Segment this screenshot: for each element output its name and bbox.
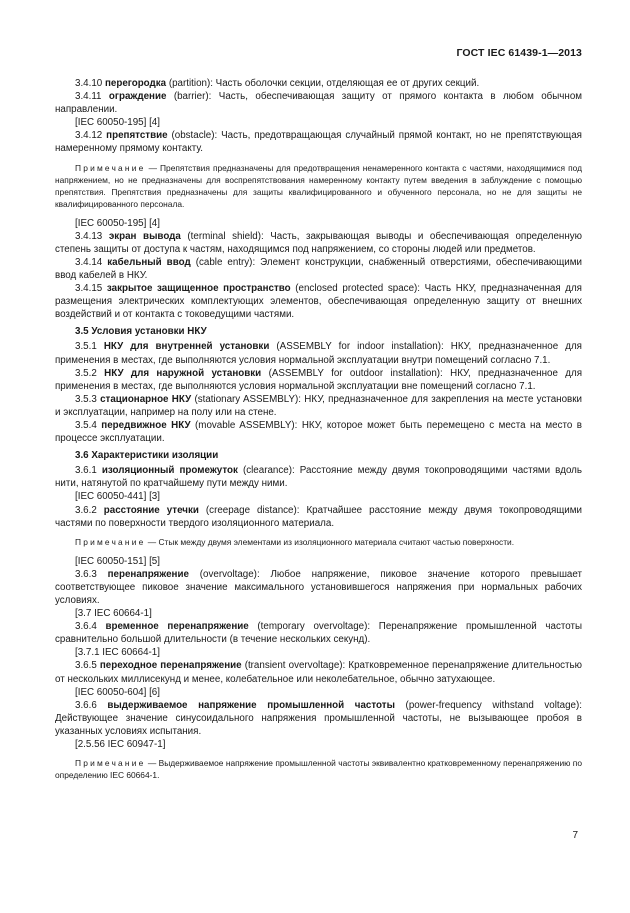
reference: [IEC 60050-195] [4] <box>75 117 160 129</box>
reference: [IEC 60050-604] [6] <box>75 686 160 698</box>
definition-3-4-14: 3.4.14 кабельный ввод (cable entry): Элемент конструкции, снабженный отверстиями, обеспечивающими ввод кабелей в НКУ. <box>55 256 582 281</box>
section-heading-3-6: 3.6 Характеристики изоляции <box>75 450 219 462</box>
definition-3-6-2: 3.6.2 расстояние утечки (creepage distance): Кратчайшее расстояние между двумя токопроводящими частями по поверхности твердого изоляционного материала. <box>55 504 582 529</box>
definition-3-4-15: 3.4.15 закрытое защищенное пространство (enclosed protected space): Часть НКУ, предназначенная для размещения электрических комплектующих элементов, обеспечивающая определенную защиту от внешних воздействий и от контакта с токоведущими частями. <box>55 283 582 321</box>
definition-3-5-2: 3.5.2 НКУ для наружной установки (ASSEMBLY for outdoor installation): НКУ, предназначенное для применения в местах, где выполняются условия нормальной эксплуатации вне помещений согласно 7.1. <box>55 367 582 392</box>
definition-3-6-4: 3.6.4 временное перенапряжение (temporary overvoltage): Перенапряжение промышленной частоты сравнительно большой длительности (в течение нескольких секунд). <box>55 621 582 646</box>
section-heading-3-5: 3.5 Условия установки НКУ <box>75 326 207 338</box>
reference: [IEC 60050-441] [3] <box>75 491 160 503</box>
definition-3-6-6: 3.6.6 выдерживаемое напряжение промышленной частоты (power-frequency withstand voltage): Действующее значение синусоидального напряжения промышленной частоты, не вызывающее пробоя в указанных условиях испытания. <box>55 699 582 737</box>
page-number: 7 <box>572 830 578 841</box>
reference: [IEC 60050-195] [4] <box>75 217 160 229</box>
definition-3-6-1: 3.6.1 изоляционный промежуток (clearance): Расстояние между двумя токопроводящими частями вдоль нити, натянутой по кратчайшему пути между ними. <box>55 465 583 490</box>
definition-3-4-12: 3.4.12 препятствие (obstacle): Часть, предотвращающая случайный прямой контакт, но не препятствующая намеренному прямому контакту. <box>55 130 582 155</box>
definition-3-6-3: 3.6.3 перенапряжение (overvoltage): Любое напряжение, пиковое значение которого превышает соответствующее пиковое значение максимального установившегося напряжения при нормальных рабочих условиях. <box>55 568 582 606</box>
reference: [3.7.1 IEC 60664-1] <box>75 647 160 659</box>
note: Примечание — Выдерживаемое напряжение промышленной частоты эквивалентно кратковременному перенапряжению по определению IEC 60664-1. <box>55 758 582 781</box>
document-header: ГОСТ IEC 61439-1—2013 <box>456 47 582 59</box>
definition-3-5-1: 3.5.1 НКУ для внутренней установки (ASSEMBLY for indoor installation): НКУ, предназначенное для применения в местах, где выполняются условия нормальной эксплуатации внутри помещений согласно 7.1. <box>55 341 582 366</box>
note: Примечание — Стык между двумя элементами из изоляционного материала считают частью поверхности. <box>75 536 515 547</box>
definition-3-4-11: 3.4.11 ограждение (barrier): Часть, обеспечивающая защиту от прямого контакта в любом обычном направлении. <box>55 91 583 116</box>
definition-3-6-5: 3.6.5 переходное перенапряжение (transient overvoltage): Кратковременное перенапряжение длительностью от нескольких миллисекунд и менее, колебательное или неколебательное, обычно затухающее. <box>55 660 582 685</box>
reference: [IEC 60050-151] [5] <box>75 555 160 567</box>
document-body <box>55 77 582 788</box>
reference: [2.5.56 IEC 60947-1] <box>75 739 166 751</box>
definition-3-5-4: 3.5.4 передвижное НКУ (movable ASSEMBLY): НКУ, которое может быть перемещено с места на место в процессе эксплуатации. <box>55 419 582 445</box>
definition-3-4-13: 3.4.13 экран вывода (terminal shield): Часть, закрывающая выводы и обеспечивающая определенную степень защиты от доступа к частям, находящимся под напряжением, со стороны людей или предметов. <box>55 230 582 255</box>
reference: [3.7 IEC 60664-1] <box>75 608 152 620</box>
note: Примечание — Препятствия предназначены для предотвращения ненамеренного контакта с частями, находящимися под напряжением, но не предназначены для воспрепятствования намеренному контакту путем введения в заблуждение с помощью препятствия. Препятствия предназначены для защиты квалифицированного и обученного персонала, но не для защиты не квалифицированного персонала. <box>55 162 582 209</box>
definition-3-4-10: 3.4.10 перегородка (partition): Часть оболочки секции, отделяющая ее от других секций. <box>75 78 480 89</box>
definition-3-5-3: 3.5.3 стационарное НКУ (stationary ASSEMBLY): НКУ, предназначенное для закрепления на месте установки и эксплуатации, например на полу или на стене. <box>55 393 583 418</box>
